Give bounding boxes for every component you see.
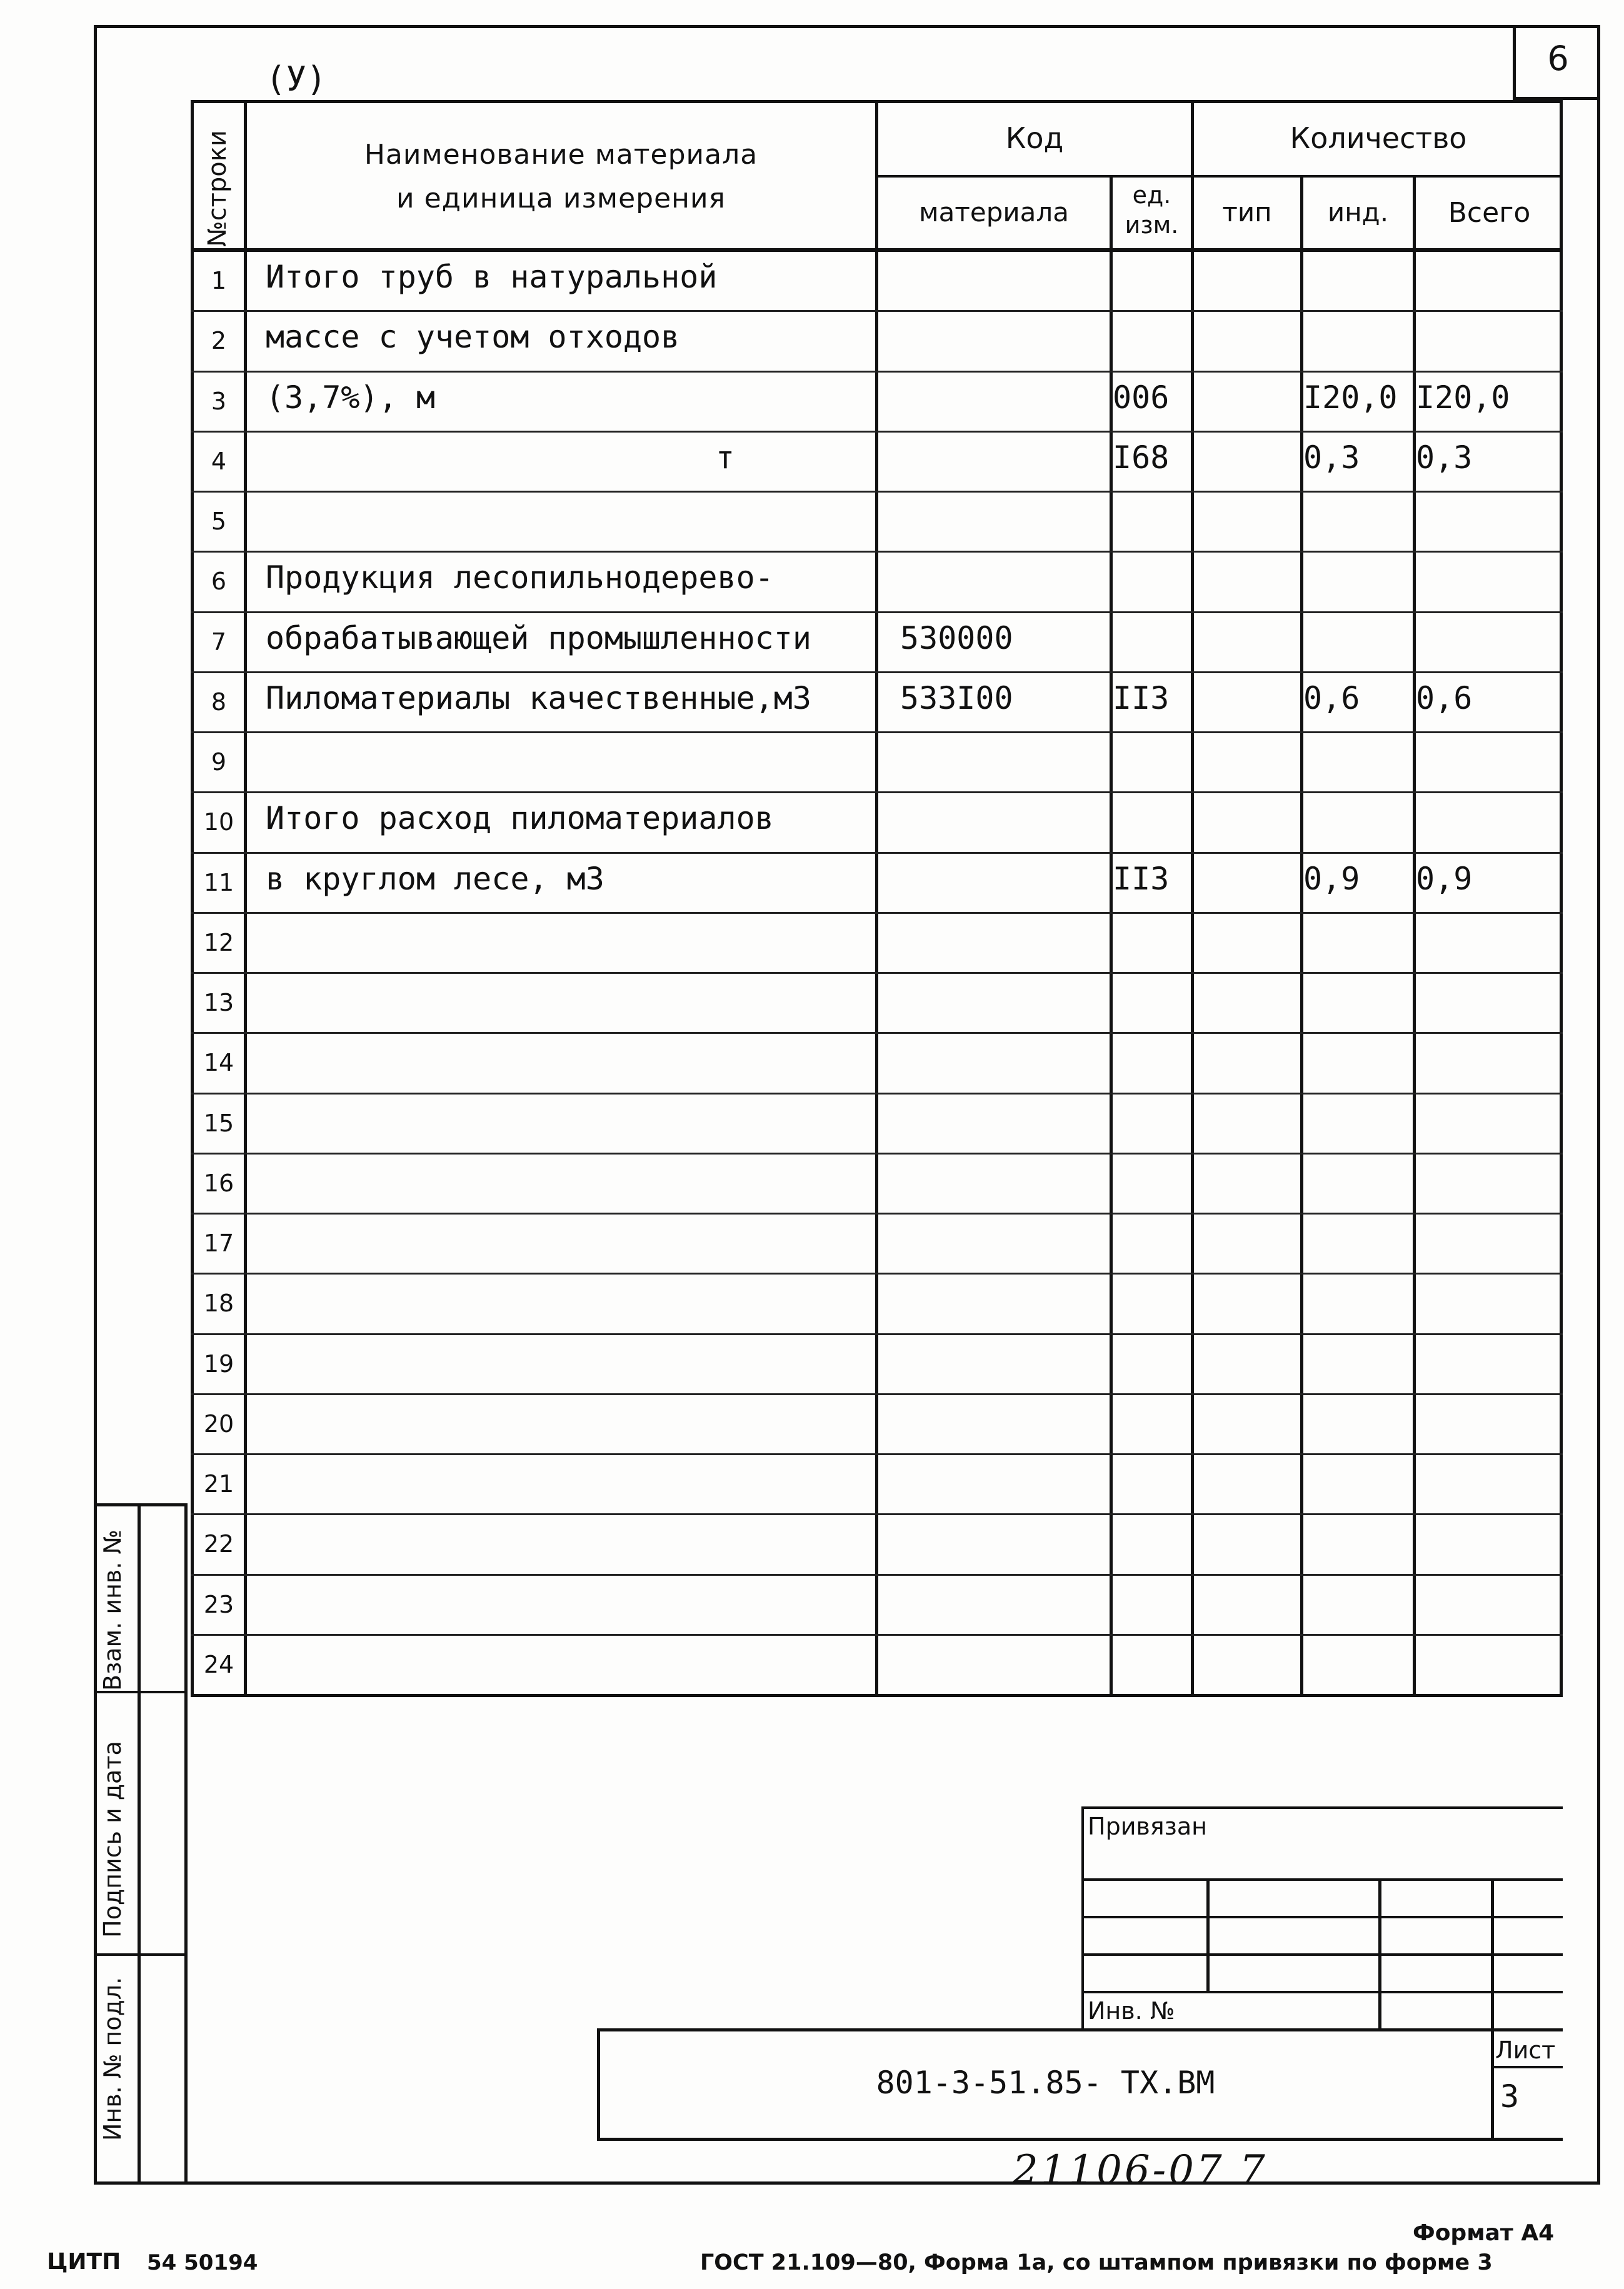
row-unit-code: II3: [1113, 679, 1170, 716]
row-unit-code: 006: [1113, 379, 1170, 416]
header-material: материала: [918, 197, 1069, 228]
row-ind-qty: I20,0: [1303, 379, 1398, 416]
row-divider: [191, 791, 1563, 793]
row-number: 23: [203, 1590, 234, 1618]
header-total: Всего: [1448, 197, 1531, 229]
row-divider: [191, 1032, 1563, 1034]
row-divider: [191, 1393, 1563, 1395]
row-ind-qty: 0,3: [1303, 439, 1360, 476]
footer-gost: ГОСТ 21.109—80, Форма 1а, со штампом привязки по форме 3: [700, 2250, 1493, 2275]
row-divider: [191, 1333, 1563, 1335]
row-number: 5: [211, 508, 227, 535]
row-number: 3: [211, 387, 227, 415]
row-number: 10: [203, 808, 234, 836]
list-number: 3: [1500, 2078, 1520, 2115]
header-unit-line2: изм.: [1125, 211, 1179, 239]
row-ind-qty: 0,9: [1303, 860, 1360, 897]
row-divider: [191, 852, 1563, 854]
row-unit-code: II3: [1113, 860, 1170, 897]
row-name: Итого расход пиломатериалов: [266, 800, 774, 837]
header-row-number: №строки: [203, 130, 232, 247]
row-number: 20: [203, 1410, 234, 1438]
row-number: 9: [211, 748, 227, 776]
row-number: 24: [203, 1650, 234, 1678]
row-number: 1: [211, 267, 227, 294]
row-number: 12: [203, 928, 234, 956]
row-total-qty: I20,0: [1416, 379, 1510, 416]
row-number: 2: [211, 327, 227, 355]
stamp-vline-2: [1378, 1878, 1381, 2031]
row-number: 21: [203, 1470, 234, 1498]
row-number: 18: [203, 1290, 234, 1318]
row-divider: [191, 431, 1563, 433]
stamp-inv-label: Инв. №: [1088, 1997, 1175, 2025]
row-total-qty: 0,6: [1416, 679, 1473, 716]
header-name-line1: Наименование материала: [364, 139, 758, 171]
header-bottom: [191, 248, 1563, 252]
row-number: 8: [211, 688, 227, 716]
row-material-code: 533I00: [900, 679, 1013, 716]
side-label-podpis: Подпись и дата: [99, 1741, 126, 1938]
list-label: Лист: [1495, 2036, 1556, 2064]
row-divider: [191, 1453, 1563, 1455]
row-divider: [191, 491, 1563, 493]
footer-order: 54 50194: [147, 2250, 258, 2275]
row-number: 22: [203, 1530, 234, 1558]
footer-format: Формат А4: [1413, 2220, 1555, 2246]
row-name: обрабатывающей промышленности: [266, 619, 811, 656]
sheet-marker: (У): [266, 59, 327, 99]
row-number: 16: [203, 1169, 234, 1197]
header-type: тип: [1222, 197, 1272, 228]
stamp-vline-3: [1491, 1878, 1494, 2031]
row-divider: [191, 1213, 1563, 1215]
col-sep-name: [875, 100, 878, 1697]
doc-code: 801-3-51.85- ТХ.ВМ: [876, 2065, 1215, 2101]
header-unit-line1: ед.: [1132, 181, 1171, 209]
row-number: 13: [203, 989, 234, 1016]
row-name: Итого труб в натуральной: [266, 259, 718, 295]
row-divider: [191, 1634, 1563, 1636]
row-material-code: 530000: [900, 619, 1013, 656]
col-sep-num: [244, 100, 247, 1697]
row-number: 15: [203, 1109, 234, 1137]
row-divider: [191, 912, 1563, 914]
side-strip-divider: [138, 1503, 141, 2185]
row-total-qty: 0,3: [1416, 439, 1473, 476]
col-sep-unit: [1191, 100, 1194, 1697]
side-strip-sep2: [94, 1953, 188, 1956]
row-name: в круглом лесе, м3: [266, 860, 604, 897]
side-label-vzam: Взам. инв. №: [99, 1529, 126, 1691]
side-label-inv-podl: Инв. № подл.: [99, 1976, 126, 2141]
row-divider: [191, 611, 1563, 613]
row-divider: [191, 1153, 1563, 1155]
title-list-sep: [1491, 2028, 1494, 2141]
footer-org: ЦИТП: [47, 2249, 121, 2275]
row-unit-code: I68: [1113, 439, 1170, 476]
page-number: 6: [1547, 39, 1569, 78]
row-number: 11: [203, 868, 234, 896]
row-number: 6: [211, 568, 227, 596]
row-divider: [191, 731, 1563, 733]
handwritten-number: 21106-07 7: [1013, 2147, 1268, 2193]
row-name: т: [716, 439, 735, 476]
row-number: 17: [203, 1230, 234, 1257]
row-name: (3,7%), м: [266, 379, 435, 416]
title-list-hsep: [1491, 2066, 1563, 2068]
row-total-qty: 0,9: [1416, 860, 1473, 897]
row-divider: [191, 1273, 1563, 1275]
stamp-privyazan-label: Привязан: [1088, 1813, 1207, 1840]
row-divider: [191, 1093, 1563, 1094]
row-divider: [191, 310, 1563, 312]
row-name: массе с учетом отходов: [266, 319, 680, 356]
row-divider: [191, 972, 1563, 974]
row-number: 7: [211, 628, 227, 656]
row-divider: [191, 551, 1563, 553]
row-number: 14: [203, 1049, 234, 1077]
side-strip-sep1: [94, 1691, 188, 1693]
header-code-group: Код: [1005, 121, 1064, 155]
row-name: Пиломатериалы качественные,м3: [266, 679, 811, 716]
row-number: 4: [211, 447, 227, 475]
stamp-vline-1: [1206, 1878, 1210, 1991]
row-divider: [191, 1513, 1563, 1515]
row-number: 19: [203, 1350, 234, 1378]
row-divider: [191, 1574, 1563, 1576]
header-name-line2: и единица измерения: [396, 183, 726, 214]
header-ind: инд.: [1327, 197, 1389, 228]
row-divider: [191, 371, 1563, 373]
row-name: Продукция лесопильнодерево-: [266, 559, 774, 596]
row-ind-qty: 0,6: [1303, 679, 1360, 716]
header-split: [875, 175, 1563, 178]
row-divider: [191, 671, 1563, 673]
header-qty-group: Количество: [1290, 121, 1467, 155]
